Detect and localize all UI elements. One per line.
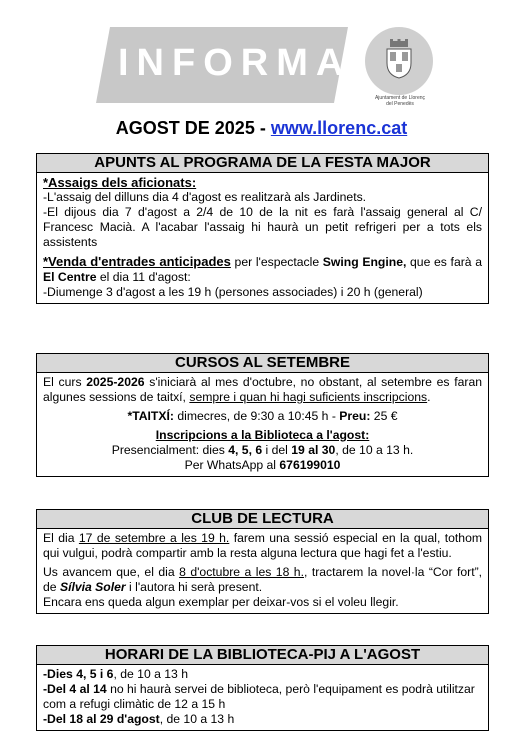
club-paragraph-1: El dia 17 de setembre a les 19 h. farem una sessió especial en la qual, tothom qui vulgui, podrà compartir amb la resta alguna lectura que hagi fet a l'estiu. [43,531,482,560]
assaig-2: -El dijous dia 7 d'agost a 2/4 de 10 de la nit es farà l'assaig general al C/ Francesc Macià. A l'acabar l'assaig hi haurà un petit refrigeri per a tots els assistents [43,205,482,249]
club-paragraph-3: Encara ens queda algun exemplar per deixar-vos si el voleu llegir. [43,595,399,609]
issue-date: AGOST DE 2025 - [115,118,271,138]
club-lectura-title: CLUB DE LECTURA [37,510,488,529]
banner-title: INFORMA [118,42,352,84]
assaig-1: -L'assaig del dilluns dia 4 d'agost es realitzarà als Jardinets. [43,190,367,204]
festa-major-section [36,153,489,304]
seal-caption: Ajuntament de Llorenç del Penedès [374,95,426,107]
cursos-section [36,353,489,477]
assajos-heading: *Assaigs dels aficionats: [43,175,197,190]
whatsapp-line: Per WhatsApp al 676199010 [184,458,341,472]
cursos-intro: El curs 2025-2026 s'iniciarà al mes d'octubre, no obstant, al setembre es faran algunes sessions de taitxí, sempre i quan hi hagi suficients inscripcions. [43,375,482,404]
whatsapp-number: 676199010 [279,458,341,472]
cursos-title: CURSOS AL SETEMBRE [37,354,488,373]
horari-line-2: -Del 4 al 14 no hi haurà servei de biblioteca, però l'equipament es podrà utilitzar com a refugi climàtic de 12 a 15 h [43,682,475,711]
venda-dates: -Diumenge 3 d'agost a les 19 h (persones associades) i 20 h (general) [43,285,423,299]
horari-line-3: -Del 18 al 29 d'agost, de 10 a 13 h [43,712,235,726]
website-link[interactable]: www.llorenc.cat [270,118,408,138]
horari-title: HORARI DE LA BIBLIOTECA-PIJ A L'AGOST [37,646,488,665]
presencial-line: Presencialment: dies 4, 5, 6 i del 19 al 30, de 10 a 13 h. [111,443,414,457]
venue-name: El Centre [43,270,97,284]
inscripcions-heading: Inscripcions a la Biblioteca a l'agost: [155,428,370,442]
taitxi-line: *TAITXÍ: dimecres, de 9:30 a 10:45 h - Preu: 25 € [127,409,398,423]
horari-section [36,645,489,731]
issue-date-line [0,118,523,139]
municipal-seal [365,27,433,95]
festa-major-title: APUNTS AL PROGRAMA DE LA FESTA MAJOR [37,154,488,173]
club-lectura-section [36,509,489,614]
club-paragraph-2: Us avancem que, el dia 8 d'octubre a les 18 h., tractarem la novel·la “Cor fort”, de Sílvia Soler i l'autora hi serà present. [43,565,483,594]
horari-line-1: -Dies 4, 5 i 6, de 10 a 13 h [43,667,188,681]
coat-of-arms-icon [384,39,414,79]
venda-heading: *Venda d'entrades anticipades [43,254,231,269]
venda-paragraph: *Venda d'entrades anticipades per l'espectacle Swing Engine, que es farà a El Centre el dia 11 d'agost: [43,254,482,284]
show-name: Swing Engine, [322,255,407,269]
